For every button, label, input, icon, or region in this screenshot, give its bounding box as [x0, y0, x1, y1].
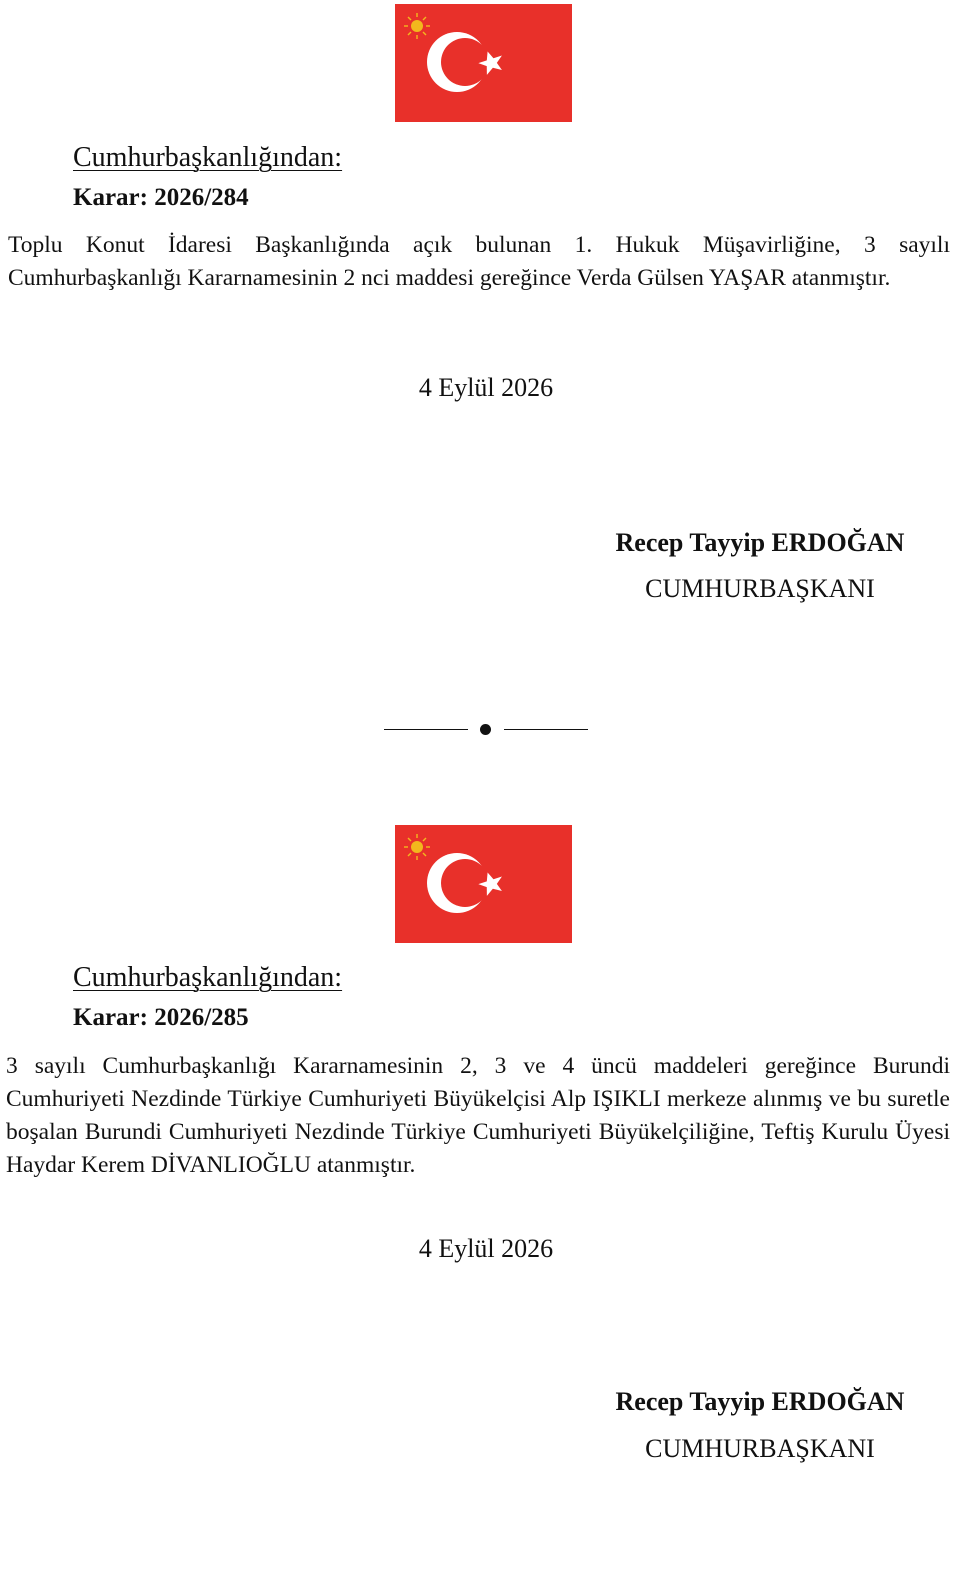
decision-number: Karar: 2026/284	[73, 184, 249, 211]
bullet-dot-icon	[480, 724, 491, 735]
section-separator	[384, 718, 588, 738]
signer-title: CUMHURBAŞKANI	[645, 574, 875, 603]
decree-date: 4 Eylül 2026	[418, 1234, 554, 1263]
decree-heading: Cumhurbaşkanlığından:	[73, 142, 343, 173]
decree-body: Toplu Konut İdaresi Başkanlığında açık bulunan 1. Hukuk Müşavirliğine, 3 sayılı Cumhurbaşkanlığı Kararnamesinin 2 nci maddesi gereğince Verda Gülsen YAŞAR atanmıştır.	[8, 232, 950, 291]
signer-name: Recep Tayyip ERDOĞAN	[615, 528, 905, 557]
separator-line	[384, 729, 468, 730]
decree-heading: Cumhurbaşkanlığından:	[73, 962, 343, 993]
signer-name: Recep Tayyip ERDOĞAN	[615, 1387, 905, 1416]
separator-line	[504, 729, 588, 730]
signer-title: CUMHURBAŞKANI	[645, 1434, 875, 1463]
decree-body: 3 sayılı Cumhurbaşkanlığı Kararnamesinin 2, 3 ve 4 üncü maddeleri gereğince Burundi Cumhuriyeti Nezdinde Türkiye Cumhuriyeti Büyükelçisi Alp IŞIKLI merkeze alınmış ve bu suretle boşalan Burundi Cumhuriyeti Nezdinde Türkiye Cumhuriyeti Büyükelçiliğine, Teftiş Kurulu Üyesi Haydar Kerem DİVANLIOĞLU atanmıştır.	[6, 1053, 950, 1178]
decree-date: 4 Eylül 2026	[418, 373, 554, 402]
decision-number: Karar: 2026/285	[73, 1004, 249, 1031]
turkish-flag-icon	[395, 4, 572, 122]
turkish-flag-icon	[395, 825, 572, 943]
